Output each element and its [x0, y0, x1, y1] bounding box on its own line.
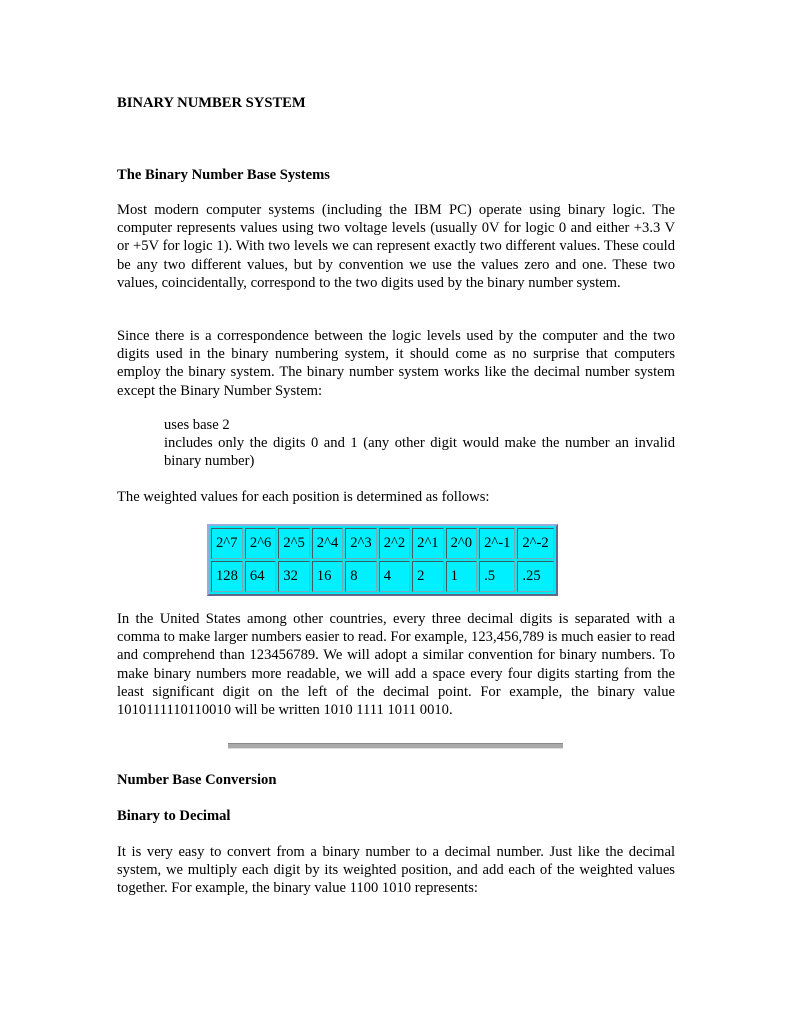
subsection-heading: Binary to Decimal [117, 808, 231, 824]
paragraph: Since there is a correspondence between the logic levels used by the computer and the two digits used in the binary numbering system, it should come as no surprise that computers employ the binary system. The binary number system works like the decimal number system except the Binary Number System: [117, 328, 675, 399]
table-row [211, 528, 554, 559]
paragraph: Most modern computer systems (including the IBM PC) operate using binary logic. The computer represents values using two voltage levels (usually 0V for logic 0 and either +3.3 V or +5V for logic 1). With two levels we can represent exactly two different values. These could be any two different values, but by convention we use the values zero and one. These two values, coincidentally, correspond to the two digits used by the binary number system. [117, 202, 675, 291]
table-cell: 2^3 [345, 528, 376, 559]
table-cell: 64 [245, 561, 276, 592]
paragraph: The weighted values for each position is determined as follows: [117, 489, 490, 505]
table-cell: 32 [278, 561, 309, 592]
table-cell: 2^5 [278, 528, 309, 559]
table-cell: 8 [345, 561, 376, 592]
page-title: BINARY NUMBER SYSTEM [117, 95, 306, 111]
section-heading: The Binary Number Base Systems [117, 167, 330, 183]
table-cell: 4 [379, 561, 410, 592]
table-cell: 128 [211, 561, 243, 592]
table-cell: 2^6 [245, 528, 276, 559]
list-item: includes only the digits 0 and 1 (any other digit would make the number an invalid binary number) [164, 435, 675, 470]
list-item: uses base 2 [164, 417, 230, 433]
table-cell: .5 [479, 561, 515, 592]
weights-table [207, 524, 558, 596]
section-heading: Number Base Conversion [117, 772, 277, 788]
table-cell: 2^2 [379, 528, 410, 559]
table-cell: 2^0 [446, 528, 477, 559]
table-cell: 2^-2 [517, 528, 553, 559]
paragraph: In the United States among other countries, every three decimal digits is separated with a comma to make larger numbers easier to read. For example, 123,456,789 is much easier to read and comprehend than 123456789. We will adopt a similar convention for binary numbers. To make binary numbers more readable, we will add a space every four digits starting from the least significant digit on the left of the decimal point. For example, the binary value 1010111110110010 will be written 1010 1111 1011 0010. [117, 611, 675, 719]
table-cell: 16 [312, 561, 343, 592]
table-cell: 2^1 [412, 528, 443, 559]
table-cell: 2^7 [211, 528, 243, 559]
paragraph: It is very easy to convert from a binary number to a decimal number. Just like the decimal system, we multiply each digit by its weighted position, and add each of the weighted values together. For example, the binary value 1100 1010 represents: [117, 844, 675, 897]
table-cell: 2^4 [312, 528, 343, 559]
table-cell: 2 [412, 561, 443, 592]
table-row [211, 561, 554, 592]
table-cell: 2^-1 [479, 528, 515, 559]
table-cell: .25 [517, 561, 553, 592]
table-cell: 1 [446, 561, 477, 592]
horizontal-rule [228, 743, 563, 749]
